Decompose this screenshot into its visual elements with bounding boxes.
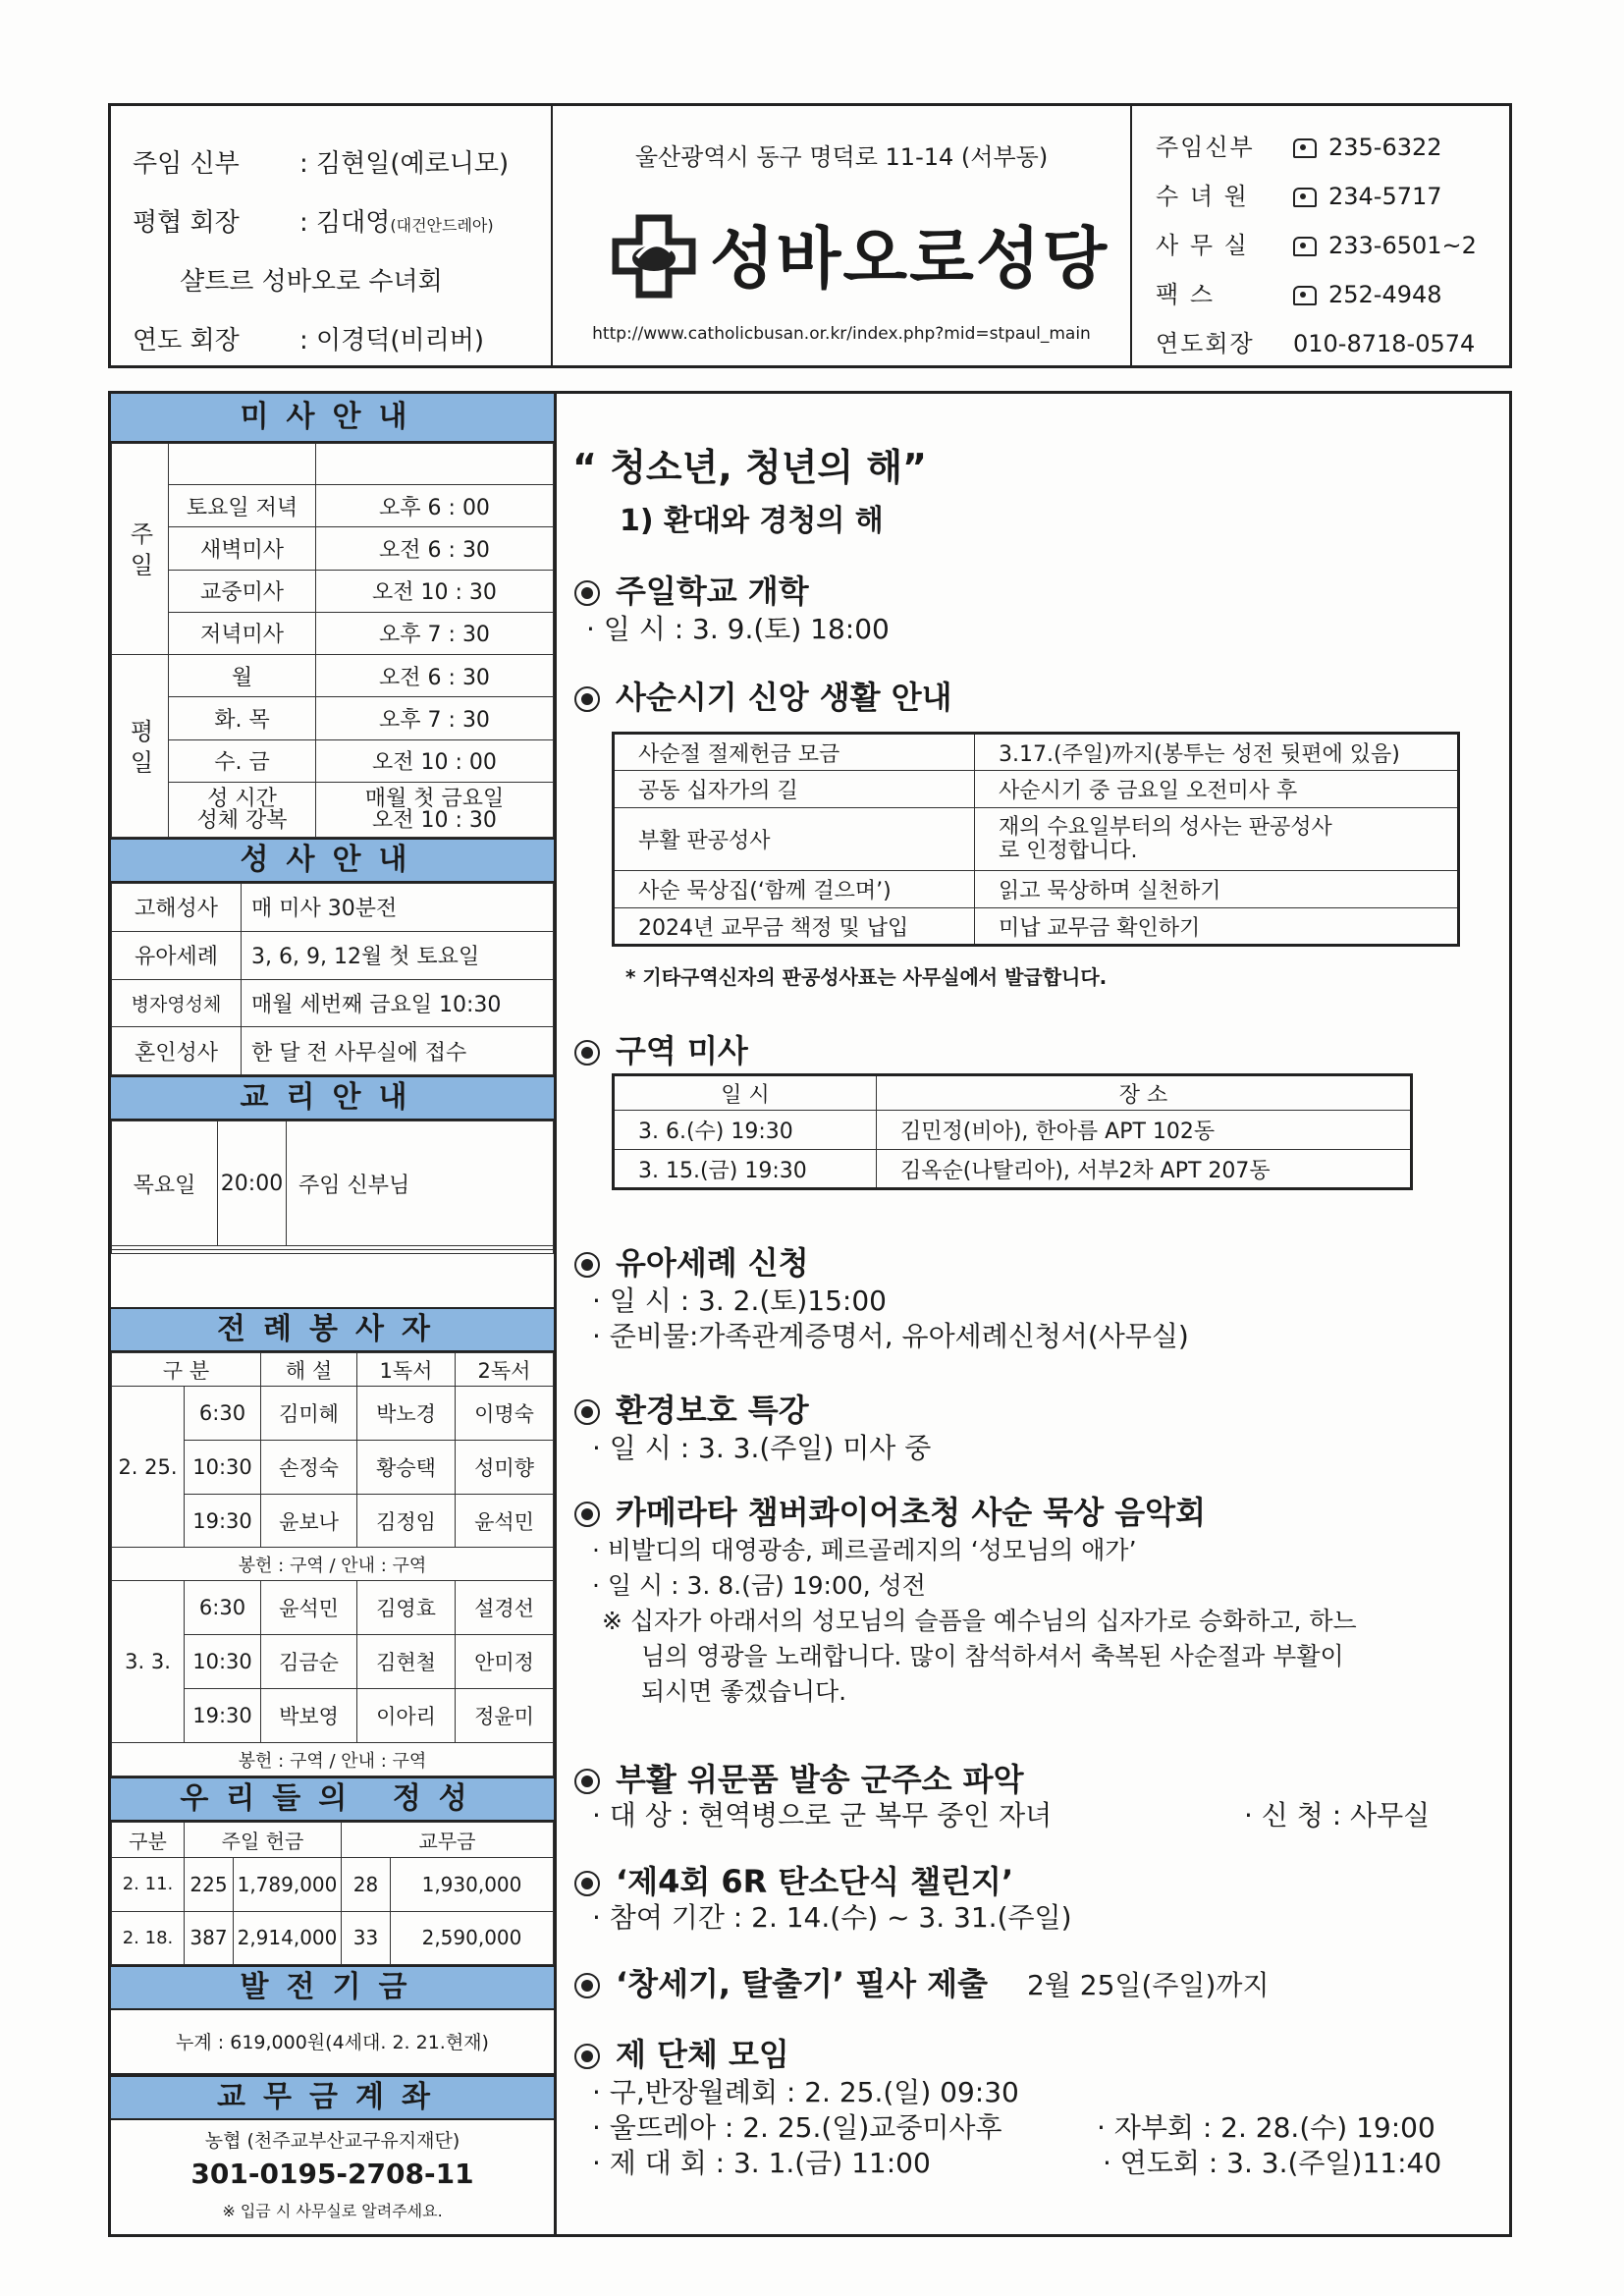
contact-phone: 235-6322 bbox=[1328, 134, 1442, 161]
district-mass-place: 김옥순(나탈리아), 서부2차 APT 207동 bbox=[877, 1150, 1412, 1189]
sacrament-value: 매 미사 30분전 bbox=[242, 884, 554, 932]
header-church bbox=[553, 106, 1132, 365]
column-header: 해 설 bbox=[261, 1353, 357, 1387]
contact-label: 수 녀 원 bbox=[1156, 183, 1249, 210]
header-staff bbox=[111, 106, 553, 365]
server-name: 이아리 bbox=[357, 1689, 456, 1743]
lent-item: 공동 십자가의 길 bbox=[614, 771, 975, 808]
sunday-label: 주 일 bbox=[112, 444, 169, 655]
notice-title: 유아세례 신청 bbox=[616, 1244, 809, 1282]
fund-section-title: 발전기금 bbox=[111, 1965, 554, 2010]
server-name: 윤석민 bbox=[261, 1581, 357, 1635]
notice-line: · 비발디의 대영광송, 페르골레지의 ‘성모님의 애가’ bbox=[592, 1536, 1137, 1564]
table-row bbox=[112, 1581, 554, 1635]
notice-line: · 대 상 : 현역병으로 군 복무 중인 자녀 bbox=[592, 1799, 1053, 1831]
contact-label: 연도회장 bbox=[1156, 330, 1255, 357]
council-label: 평협 회장 bbox=[133, 208, 240, 238]
fund-total: 누계 : 619,000원(4세대. 2. 21.현재) bbox=[111, 2010, 554, 2075]
doctrine-time: 20:00 bbox=[218, 1121, 287, 1246]
sacrament-value: 한 달 전 사무실에 접수 bbox=[242, 1027, 554, 1075]
mass-name: 화. 목 bbox=[169, 697, 316, 739]
column-header: 2독서 bbox=[456, 1353, 554, 1387]
table-row bbox=[112, 570, 554, 612]
table-row bbox=[614, 871, 1459, 908]
bullet-icon bbox=[574, 2044, 600, 2069]
mass-name: 토요일 저녁 bbox=[169, 485, 316, 527]
bullet-icon bbox=[574, 1502, 600, 1527]
contact-row bbox=[1156, 128, 1442, 162]
lent-detail: 읽고 묵상하며 실천하기 bbox=[975, 871, 1459, 908]
column-header: 1독서 bbox=[357, 1353, 456, 1387]
contact-row bbox=[1156, 177, 1442, 211]
table-row bbox=[112, 739, 554, 782]
council-row bbox=[133, 202, 494, 239]
table-row bbox=[112, 612, 554, 654]
doctrine-table bbox=[111, 1121, 554, 1254]
mass-name: 월 bbox=[169, 655, 316, 697]
offering-date: 2. 11. bbox=[112, 1858, 185, 1912]
server-name: 이명숙 bbox=[456, 1387, 554, 1441]
servers-section-title: 전례봉사자 bbox=[111, 1307, 554, 1352]
legion-value: : 이경덕(비리버) bbox=[299, 326, 485, 355]
notice-title: ‘제4회 6R 탄소단식 챌린지’ bbox=[616, 1863, 1014, 1900]
bank-name: 농협 (천주교부산교구유지재단) bbox=[204, 2130, 460, 2152]
offering-count: 225 bbox=[185, 1858, 234, 1912]
mass-section-title: 미사안내 bbox=[111, 394, 554, 443]
mass-time: 오후 7 : 30 bbox=[316, 697, 554, 739]
table-row bbox=[112, 1121, 554, 1246]
lent-detail: 재의 수요일부터의 성사는 판공성사 로 인정합니다. bbox=[975, 808, 1459, 871]
mass-name: 성 시간 성체 강복 bbox=[169, 783, 316, 838]
offering-table bbox=[111, 1822, 554, 1965]
pastor-row bbox=[133, 143, 509, 180]
notice-line: ※ 십자가 아래서의 성모님의 슬픔을 예수님의 십자가로 승화하고, 하느 bbox=[602, 1607, 1357, 1635]
district-mass-date: 3. 6.(수) 19:30 bbox=[614, 1111, 877, 1150]
server-name: 정윤미 bbox=[456, 1689, 554, 1743]
server-name: 김정임 bbox=[357, 1494, 456, 1548]
column-header: 구분 bbox=[112, 1823, 185, 1858]
contact-label: 사 무 실 bbox=[1156, 232, 1249, 259]
table-row bbox=[112, 527, 554, 570]
server-name: 박노경 bbox=[357, 1387, 456, 1441]
contact-row bbox=[1156, 324, 1475, 358]
notice-line: · 신 청 : 사무실 bbox=[1244, 1799, 1431, 1831]
church-name: 성바오로성당 bbox=[710, 221, 1110, 299]
notice-line: · 준비물:가족관계증명서, 유아세례신청서(사무실) bbox=[592, 1320, 1189, 1352]
server-name: 윤보나 bbox=[261, 1494, 357, 1548]
doctrine-day: 목요일 bbox=[112, 1121, 218, 1246]
phone-icon bbox=[1293, 188, 1317, 207]
sacrament-table bbox=[111, 883, 554, 1075]
dues-amount: 2,590,000 bbox=[391, 1911, 554, 1965]
table-row bbox=[112, 1858, 554, 1912]
contact-label: 주임신부 bbox=[1156, 134, 1255, 161]
offering-amount: 1,789,000 bbox=[234, 1858, 342, 1912]
sidebar-info bbox=[108, 391, 557, 2237]
bullet-icon bbox=[574, 1871, 600, 1896]
lent-item: 사순 묵상집(‘함께 걸으며’) bbox=[614, 871, 975, 908]
server-name: 안미정 bbox=[456, 1635, 554, 1689]
mass-table bbox=[111, 443, 554, 838]
notice-meetings bbox=[574, 2030, 789, 2075]
contact-phone: 252-4948 bbox=[1328, 281, 1442, 308]
table-row bbox=[112, 1027, 554, 1075]
table-row bbox=[614, 1150, 1412, 1189]
table-row bbox=[112, 1911, 554, 1965]
notice-line: · 울뜨레아 : 2. 25.(일)교중미사후 bbox=[592, 2111, 1002, 2144]
server-time: 10:30 bbox=[185, 1635, 261, 1689]
notice-line: · 제 대 회 : 3. 1.(금) 11:00 bbox=[592, 2147, 931, 2179]
notice-baptism bbox=[574, 1238, 809, 1284]
column-header: 교무금 bbox=[342, 1823, 554, 1858]
table-row bbox=[614, 908, 1459, 946]
account-number: 301-0195-2708-11 bbox=[190, 2158, 474, 2190]
table-row bbox=[112, 979, 554, 1027]
phone-icon bbox=[1293, 237, 1317, 256]
offering-date: 2. 18. bbox=[112, 1911, 185, 1965]
sacrament-name: 유아세례 bbox=[112, 931, 242, 979]
server-name: 김금순 bbox=[261, 1635, 357, 1689]
account-note: ※ 입금 시 사무실로 알려주세요. bbox=[222, 2202, 443, 2220]
contact-row bbox=[1156, 275, 1442, 309]
dues-count: 28 bbox=[342, 1858, 391, 1912]
notice-title: 제 단체 모임 bbox=[616, 2036, 789, 2073]
server-note: 봉헌 : 구역 / 안내 : 구역 bbox=[112, 1743, 554, 1777]
server-name: 성미향 bbox=[456, 1440, 554, 1494]
server-name: 김미혜 bbox=[261, 1387, 357, 1441]
column-header: 주일 헌금 bbox=[185, 1823, 342, 1858]
table-row bbox=[112, 931, 554, 979]
notice-title: 카메라타 챔버콰이어초청 사순 묵상 음악회 bbox=[616, 1494, 1206, 1531]
table-row bbox=[112, 1548, 554, 1581]
server-time: 19:30 bbox=[185, 1494, 261, 1548]
bullet-icon bbox=[574, 580, 600, 606]
contact-phone: 233-6501~2 bbox=[1328, 232, 1477, 259]
server-name: 손정숙 bbox=[261, 1440, 357, 1494]
legion-label: 연도 회장 bbox=[133, 326, 240, 355]
convent-name: 샬트르 성바오로 수녀회 bbox=[180, 267, 443, 297]
notice-sunday-school bbox=[574, 567, 809, 612]
notice-line: · 일 시 : 3. 2.(토)15:00 bbox=[592, 1285, 887, 1317]
server-name: 설경선 bbox=[456, 1581, 554, 1635]
table-row bbox=[614, 734, 1459, 771]
contact-row bbox=[1156, 226, 1477, 260]
doctrine-section-title: 교리안내 bbox=[111, 1075, 554, 1121]
bullet-icon bbox=[574, 1399, 600, 1425]
lent-item: 사순절 절제헌금 모금 bbox=[614, 734, 975, 771]
lent-detail: 3.17.(주일)까지(봉투는 성전 뒷편에 있음) bbox=[975, 734, 1459, 771]
contact-phone: 010-8718-0574 bbox=[1293, 330, 1476, 357]
header-box bbox=[108, 103, 1512, 368]
bullet-icon bbox=[574, 686, 600, 712]
server-name: 박보영 bbox=[261, 1689, 357, 1743]
offering-section-title: 우리들의 정성 bbox=[111, 1777, 554, 1822]
notice-line: 되시면 좋겠습니다. bbox=[641, 1677, 847, 1706]
phone-icon bbox=[1293, 138, 1317, 158]
mass-name: 새벽미사 bbox=[169, 527, 316, 570]
theme-subtitle: 1) 환대와 경청의 해 bbox=[620, 504, 884, 538]
dues-count: 33 bbox=[342, 1911, 391, 1965]
account-section-title: 교무금계좌 bbox=[111, 2075, 554, 2120]
mass-time: 매월 첫 금요일 오전 10 : 30 bbox=[316, 783, 554, 838]
server-name: 김현철 bbox=[357, 1635, 456, 1689]
server-time: 10:30 bbox=[185, 1440, 261, 1494]
column-header: 장 소 bbox=[877, 1075, 1412, 1111]
notice-line: · 자부회 : 2. 28.(수) 19:00 bbox=[1097, 2111, 1435, 2144]
district-mass-place: 김민정(비아), 한아름 APT 102동 bbox=[877, 1111, 1412, 1150]
table-row bbox=[112, 1743, 554, 1777]
notice-bible bbox=[574, 1959, 1270, 2004]
legion-row bbox=[133, 320, 484, 356]
notice-title: 환경보호 특강 bbox=[616, 1392, 809, 1429]
table-row bbox=[112, 1250, 554, 1254]
notice-due: 2월 25일(주일)까지 bbox=[1027, 1969, 1270, 2001]
notice-line: 님의 영광을 노래합니다. 많이 참석하셔서 축복된 사순절과 부활이 bbox=[641, 1642, 1344, 1670]
servers-table bbox=[111, 1352, 554, 1777]
table-row bbox=[112, 485, 554, 527]
offering-amount: 2,914,000 bbox=[234, 1911, 342, 1965]
notice-line: · 구,반장월례회 : 2. 25.(일) 09:30 bbox=[592, 2076, 1019, 2108]
mass-time: 오전 10 : 30 bbox=[316, 570, 554, 612]
table-row bbox=[614, 808, 1459, 871]
server-note: 봉헌 : 구역 / 안내 : 구역 bbox=[112, 1548, 554, 1581]
notice-district-mass bbox=[574, 1026, 748, 1071]
notice-concert bbox=[574, 1488, 1206, 1533]
server-date: 2. 25. bbox=[112, 1387, 185, 1548]
lent-detail: 사순시기 중 금요일 오전미사 후 bbox=[975, 771, 1459, 808]
notice-line: · 일 시 : 3. 8.(금) 19:00, 성전 bbox=[592, 1571, 926, 1600]
sacrament-value: 매월 세번째 금요일 10:30 bbox=[242, 979, 554, 1027]
table-row bbox=[112, 783, 554, 838]
table-row bbox=[614, 1075, 1412, 1111]
header-contacts bbox=[1132, 106, 1509, 365]
pastor-label: 주임 신부 bbox=[133, 149, 240, 179]
sacrament-name: 병자영성체 bbox=[112, 979, 242, 1027]
lent-item: 부활 판공성사 bbox=[614, 808, 975, 871]
table-row bbox=[112, 444, 554, 485]
lent-detail: 미납 교무금 확인하기 bbox=[975, 908, 1459, 946]
church-url[interactable]: http://www.catholicbusan.or.kr/index.php?mid=stpaul_main bbox=[592, 324, 1091, 344]
server-name: 윤석민 bbox=[456, 1494, 554, 1548]
mass-name: 저녁미사 bbox=[169, 612, 316, 654]
server-name: 황승택 bbox=[357, 1440, 456, 1494]
contact-label: 팩 스 bbox=[1156, 281, 1215, 308]
weekday-label: 평 일 bbox=[112, 655, 169, 838]
table-row bbox=[112, 1387, 554, 1441]
bullet-icon bbox=[574, 1973, 600, 1998]
server-time: 6:30 bbox=[185, 1387, 261, 1441]
table-row bbox=[112, 1353, 554, 1387]
lent-item: 2024년 교무금 책정 및 납입 bbox=[614, 908, 975, 946]
notice-line: · 참여 기간 : 2. 14.(수) ~ 3. 31.(주일) bbox=[592, 1901, 1072, 1934]
council-suffix: (대건안드레아) bbox=[390, 216, 494, 235]
mass-time: 오전 6 : 30 bbox=[316, 655, 554, 697]
mass-name: 교중미사 bbox=[169, 570, 316, 612]
dues-amount: 1,930,000 bbox=[391, 1858, 554, 1912]
table-row bbox=[112, 697, 554, 739]
pastor-value: : 김현일(예로니모) bbox=[299, 149, 510, 179]
table-row bbox=[112, 884, 554, 932]
council-value: : 김대영 bbox=[299, 208, 391, 238]
notice-title: ‘창세기, 탈출기’ 필사 제출 bbox=[616, 1965, 989, 2002]
notice-title: 주일학교 개학 bbox=[616, 573, 809, 610]
contact-phone: 234-5717 bbox=[1328, 183, 1442, 210]
notice-title: 부활 위문품 발송 군주소 파악 bbox=[616, 1761, 1024, 1798]
server-date: 3. 3. bbox=[112, 1581, 185, 1743]
table-row bbox=[614, 771, 1459, 808]
server-time: 6:30 bbox=[185, 1581, 261, 1635]
notice-title: 사순시기 신앙 생활 안내 bbox=[616, 679, 952, 716]
lent-note: * 기타구역신자의 판공성사표는 사무실에서 발급합니다. bbox=[625, 965, 1108, 989]
main-notices bbox=[557, 391, 1512, 2237]
bullet-icon bbox=[574, 1769, 600, 1794]
mass-time: 오전 10 : 00 bbox=[316, 739, 554, 782]
phone-icon bbox=[1293, 286, 1317, 305]
server-time: 19:30 bbox=[185, 1689, 261, 1743]
notice-title: 구역 미사 bbox=[616, 1032, 748, 1069]
mass-time: 오후 7 : 30 bbox=[316, 612, 554, 654]
notice-line: · 연도회 : 3. 3.(주일)11:40 bbox=[1103, 2147, 1442, 2179]
bullet-icon bbox=[574, 1040, 600, 1066]
column-header: 구 분 bbox=[112, 1353, 261, 1387]
sacrament-section-title: 성사안내 bbox=[111, 838, 554, 883]
church-logo-icon bbox=[612, 214, 696, 299]
sacrament-name: 혼인성사 bbox=[112, 1027, 242, 1075]
district-mass-table bbox=[612, 1073, 1413, 1190]
mass-name: 수. 금 bbox=[169, 739, 316, 782]
notice-lent bbox=[574, 673, 952, 718]
offering-count: 387 bbox=[185, 1911, 234, 1965]
church-address: 울산광역시 동구 명덕로 11-14 (서부동) bbox=[634, 143, 1049, 171]
table-row bbox=[614, 1111, 1412, 1150]
notice-line: · 일 시 : 3. 3.(주일) 미사 중 bbox=[592, 1432, 932, 1464]
bullet-icon bbox=[574, 1252, 600, 1278]
sacrament-value: 3, 6, 9, 12월 첫 토요일 bbox=[242, 931, 554, 979]
table-row bbox=[112, 1823, 554, 1858]
mass-time: 오전 6 : 30 bbox=[316, 527, 554, 570]
table-row bbox=[112, 655, 554, 697]
lent-table bbox=[612, 732, 1460, 947]
doctrine-who: 주임 신부님 bbox=[287, 1121, 554, 1246]
server-name: 김영효 bbox=[357, 1581, 456, 1635]
notice-line: · 일 시 : 3. 9.(토) 18:00 bbox=[586, 613, 890, 645]
sacrament-name: 고해성사 bbox=[112, 884, 242, 932]
district-mass-date: 3. 15.(금) 19:30 bbox=[614, 1150, 877, 1189]
mass-time: 오후 6 : 00 bbox=[316, 485, 554, 527]
column-header: 일 시 bbox=[614, 1075, 877, 1111]
theme-title: “ 청소년, 청년의 해” bbox=[572, 446, 928, 489]
notice-environment bbox=[574, 1386, 809, 1431]
